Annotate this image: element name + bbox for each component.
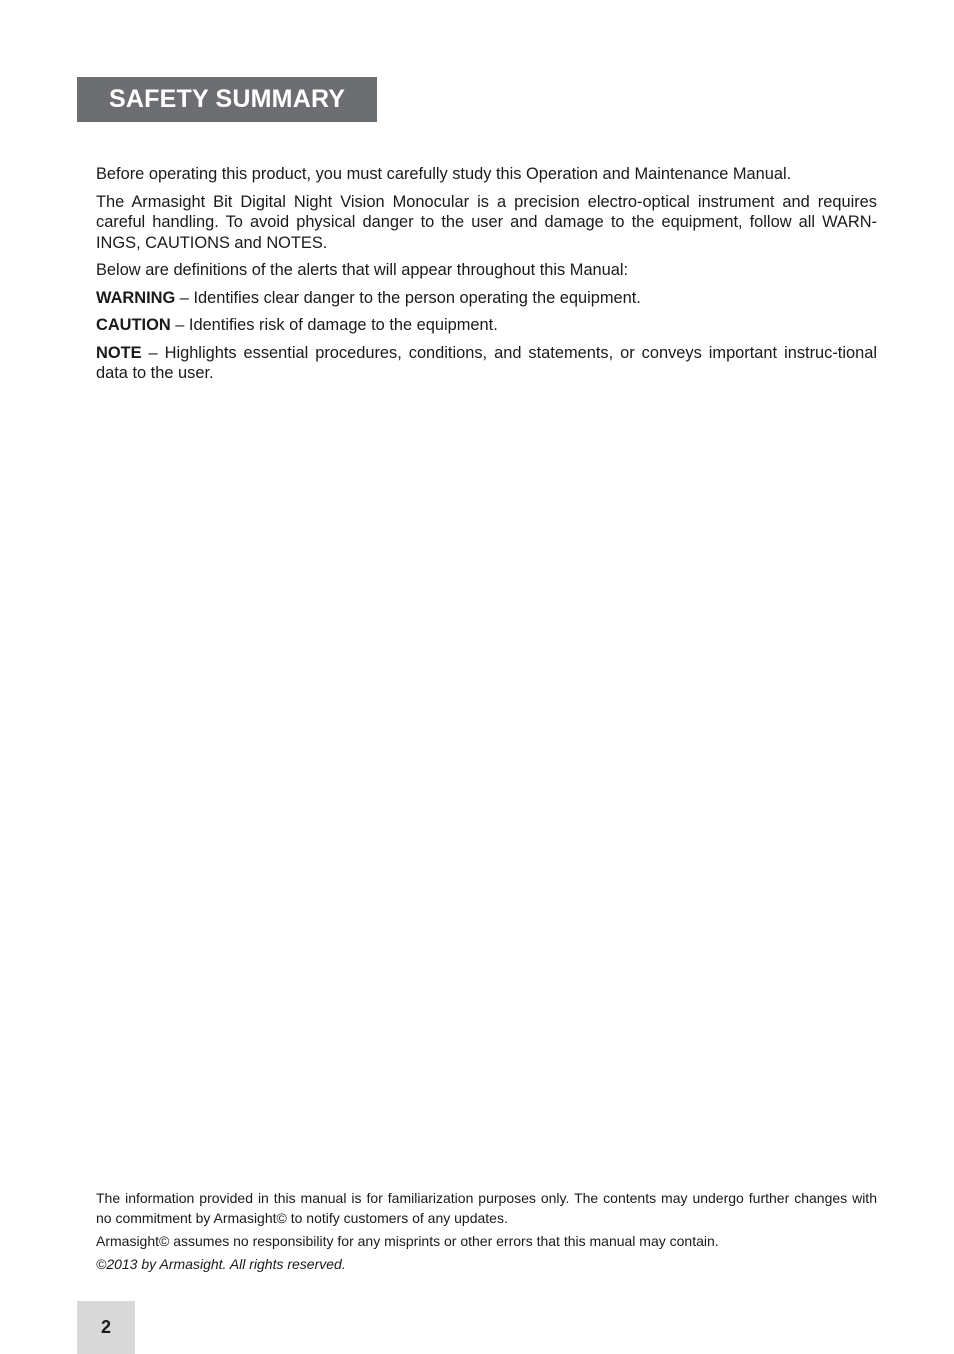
legal-footer [96,1188,877,1277]
safety-summary-body [96,164,877,391]
alert-definition-text: – Highlights essential procedures, conditions, and statements, or conveys important instruc-tional data to the user. [96,343,877,382]
alert-definition-text: – Identifies risk of damage to the equipment. [170,316,498,334]
alert-term: NOTE [96,343,142,362]
page-number: 2 [100,1317,111,1337]
definitions-lead-paragraph: Below are definitions of the alerts that will appear throughout this Manual: [96,261,629,279]
alert-definition-note [96,343,877,384]
disclaimer-paragraph: The information provided in this manual is for familiarization purposes only. The contents may undergo further changes with no commitment by Armasight© to notify customers of any updates. [96,1190,877,1226]
alert-definition-caution [96,315,877,336]
copyright-notice: ©2013 by Armasight. All rights reserved. [96,1256,346,1272]
intro-paragraph: Before operating this product, you must carefully study this Operation and Maintenance Manual. [96,165,792,183]
page-title: SAFETY SUMMARY [109,85,346,113]
responsibility-paragraph: Armasight© assumes no responsibility for any misprints or other errors that this manual may contain. [96,1233,719,1249]
page-number-box [77,1301,135,1354]
alert-term: CAUTION [96,316,171,334]
alert-definition-text: – Identifies clear danger to the person operating the equipment. [175,288,641,307]
alert-definition-warning [96,288,877,309]
alert-term: WARNING [96,288,176,307]
section-title-bar [77,77,377,122]
description-paragraph: The Armasight Bit Digital Night Vision Monocular is a precision electro-optical instrument and requires careful handling. To avoid physical danger to the user and damage to the equipment, follow all WARN-INGS, CAUTIONS and NOTES. [96,192,877,252]
